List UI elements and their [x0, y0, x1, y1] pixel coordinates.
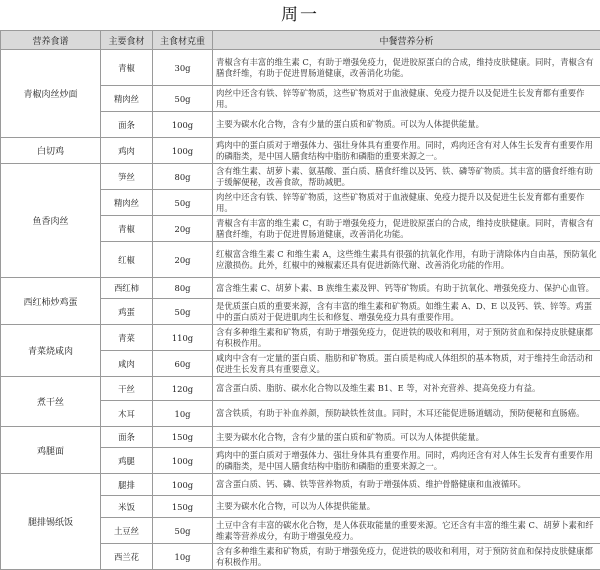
weight-cell: 50g	[153, 299, 213, 325]
analysis-cell: 青椒含有丰富的维生素 C，有助于增强免疫力，促进胶原蛋白的合成，维持皮肤健康。同时，青椒含有膳食纤维，有助于促进胃肠道健康，改善消化功能。	[213, 216, 600, 242]
dish-name: 鸡腿面	[1, 427, 101, 474]
weight-cell: 150g	[153, 496, 213, 518]
weight-cell: 60g	[153, 351, 213, 377]
header-analysis: 中餐营养分析	[213, 31, 600, 50]
analysis-cell: 富含蛋白质、钙、磷、铁等营养物质，有助于增强体质、维护骨骼健康和血液循环。	[213, 474, 600, 496]
weight-cell: 100g	[153, 112, 213, 138]
ingredient-cell: 青椒	[101, 50, 153, 86]
dish-name: 腿排锡纸饭	[1, 474, 101, 570]
weight-cell: 100g	[153, 448, 213, 474]
ingredient-cell: 青椒	[101, 216, 153, 242]
table-row	[1, 427, 600, 448]
analysis-cell: 是优质蛋白质的重要来源，含有丰富的维生素和矿物质。如维生素 A、D、E 以及钙、铁、锌等。鸡蛋中的蛋白质对于促进肌肉生长和修复、增强免疫力具有重要作用。	[213, 299, 600, 325]
header-recipe: 营养食谱	[1, 31, 101, 50]
nutrition-table	[0, 30, 600, 570]
table-row	[1, 325, 600, 351]
ingredient-cell: 米饭	[101, 496, 153, 518]
dish-name: 青椒肉丝炒面	[1, 50, 101, 138]
ingredient-cell: 西兰花	[101, 544, 153, 570]
weight-cell: 50g	[153, 86, 213, 112]
dish-name: 白切鸡	[1, 138, 101, 164]
dish-name: 青菜烧咸肉	[1, 325, 101, 377]
analysis-cell: 鸡肉中的蛋白质对于增强体力、强壮身体具有重要作用。同时，鸡肉还含有对人体生长发育有重要作用的磷脂类，是中国人膳食结构中脂肪和磷脂的重要来源之一。	[213, 138, 600, 164]
ingredient-cell: 西红柿	[101, 278, 153, 299]
header-ingredient: 主要食材	[101, 31, 153, 50]
analysis-cell: 主要为碳水化合物，含有少量的蛋白质和矿物质。可以为人体提供能量。	[213, 427, 600, 448]
ingredient-cell: 青菜	[101, 325, 153, 351]
ingredient-cell: 红椒	[101, 242, 153, 278]
weight-cell: 110g	[153, 325, 213, 351]
weight-cell: 10g	[153, 544, 213, 570]
weight-cell: 120g	[153, 377, 213, 401]
weight-cell: 50g	[153, 190, 213, 216]
analysis-cell: 富含铁质，有助于补血养颜，预防缺铁性贫血。同时，木耳还能促进肠道蠕动，预防便秘和直肠癌。	[213, 401, 600, 427]
analysis-cell: 富含维生素 C、胡萝卜素、B 族维生素及钾、钙等矿物质。有助于抗氧化、增强免疫力、保护心血管。	[213, 278, 600, 299]
weight-cell: 10g	[153, 401, 213, 427]
ingredient-cell: 精肉丝	[101, 86, 153, 112]
ingredient-cell: 干丝	[101, 377, 153, 401]
analysis-cell: 富含蛋白质、脂肪、碳水化合物以及维生素 B1、E 等，对补充营养、提高免疫力有益。	[213, 377, 600, 401]
ingredient-cell: 面条	[101, 427, 153, 448]
ingredient-cell: 鸡肉	[101, 138, 153, 164]
analysis-cell: 鸡肉中的蛋白质对于增强体力、强壮身体具有重要作用。同时，鸡肉还含有对人体生长发育有重要作用的磷脂类，是中国人膳食结构中脂肪和磷脂的重要来源之一。	[213, 448, 600, 474]
dish-name: 煮干丝	[1, 377, 101, 427]
analysis-cell: 肉丝中还含有铁、锌等矿物质，这些矿物质对于血液健康、免疫力提升以及促进生长发育都有重要作用。	[213, 190, 600, 216]
table-row	[1, 50, 600, 86]
ingredient-cell: 木耳	[101, 401, 153, 427]
ingredient-cell: 面条	[101, 112, 153, 138]
table-row	[1, 474, 600, 496]
header-row	[1, 31, 600, 50]
table-body	[1, 50, 600, 570]
analysis-cell: 土豆中含有丰富的碳水化合物，是人体获取能量的重要来源。它还含有丰富的维生素 C、胡萝卜素和纤维素等营养成分，有助于增强免疫力。	[213, 518, 600, 544]
analysis-cell: 红椒富含维生素 C 和维生素 A，这些维生素具有很强的抗氧化作用，有助于清除体内自由基，预防氧化应激损伤。此外，红椒中的辣椒素还具有促进新陈代谢、改善消化功能的作用。	[213, 242, 600, 278]
table-row	[1, 278, 600, 299]
weight-cell: 80g	[153, 164, 213, 190]
analysis-cell: 主要为碳水化合物，可以为人体提供能量。	[213, 496, 600, 518]
analysis-cell: 含有多种维生素和矿物质，有助于增强免疫力，促进铁的吸收和利用，对于预防贫血和保持皮肤健康都有积极作用。	[213, 325, 600, 351]
table-row	[1, 377, 600, 401]
weight-cell: 30g	[153, 50, 213, 86]
page-title: 周一	[0, 0, 600, 30]
ingredient-cell: 土豆丝	[101, 518, 153, 544]
dish-name: 鱼香肉丝	[1, 164, 101, 278]
weight-cell: 20g	[153, 216, 213, 242]
dish-name: 西红柿炒鸡蛋	[1, 278, 101, 325]
analysis-cell: 主要为碳水化合物，含有少量的蛋白质和矿物质。可以为人体提供能量。	[213, 112, 600, 138]
weight-cell: 150g	[153, 427, 213, 448]
ingredient-cell: 腿排	[101, 474, 153, 496]
ingredient-cell: 笋丝	[101, 164, 153, 190]
ingredient-cell: 精肉丝	[101, 190, 153, 216]
weight-cell: 50g	[153, 518, 213, 544]
weight-cell: 80g	[153, 278, 213, 299]
table-row	[1, 164, 600, 190]
weight-cell: 100g	[153, 474, 213, 496]
analysis-cell: 含有多种维生素和矿物质，有助于增强免疫力，促进铁的吸收和利用，对于预防贫血和保持皮肤健康都有积极作用。	[213, 544, 600, 570]
table-row	[1, 138, 600, 164]
ingredient-cell: 咸肉	[101, 351, 153, 377]
analysis-cell: 青椒含有丰富的维生素 C，有助于增强免疫力，促进胶原蛋白的合成，维持皮肤健康。同时，青椒含有膳食纤维，有助于促进胃肠道健康，改善消化功能。	[213, 50, 600, 86]
analysis-cell: 肉丝中还含有铁、锌等矿物质，这些矿物质对于血液健康、免疫力提升以及促进生长发育都有重要作用。	[213, 86, 600, 112]
analysis-cell: 咸肉中含有一定量的蛋白质、脂肪和矿物质。蛋白质是构成人体组织的基本物质，对于维持生命活动和促进生长发育具有重要意义。	[213, 351, 600, 377]
ingredient-cell: 鸡腿	[101, 448, 153, 474]
ingredient-cell: 鸡蛋	[101, 299, 153, 325]
header-weight: 主食材克重	[153, 31, 213, 50]
weight-cell: 20g	[153, 242, 213, 278]
analysis-cell: 含有维生素、胡萝卜素、氨基酸、蛋白质、膳食纤维以及钙、铁、磷等矿物质。其丰富的膳食纤维有助于缓解便秘，改善食欲，帮助减肥。	[213, 164, 600, 190]
weight-cell: 100g	[153, 138, 213, 164]
